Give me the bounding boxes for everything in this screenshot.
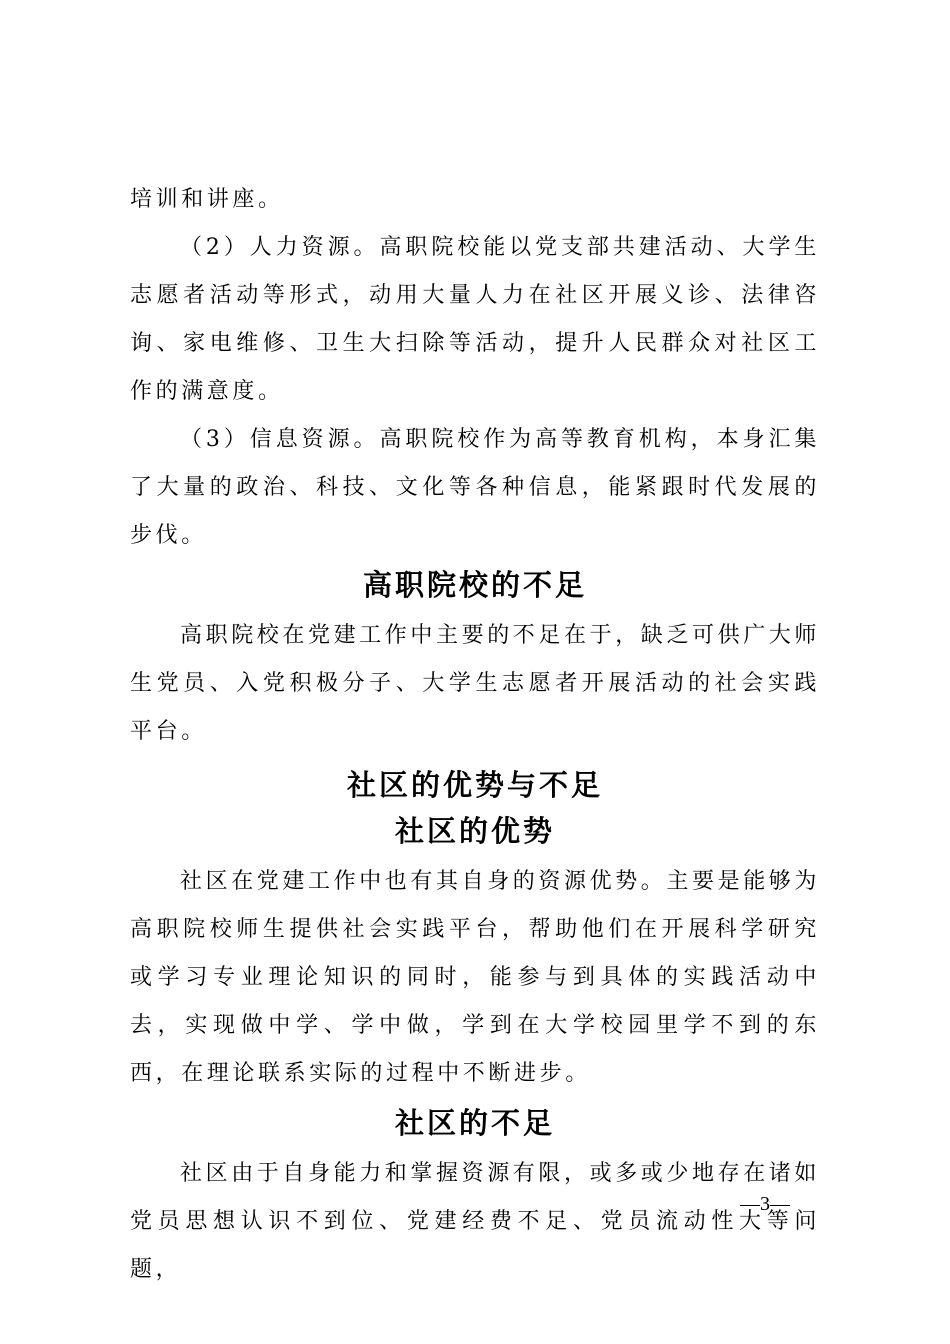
heading-college-shortcomings: 高职院校的不足 xyxy=(362,568,587,602)
page-body xyxy=(130,176,820,1294)
paragraph-training-lectures: 培训和讲座。 xyxy=(130,187,284,212)
heading-community-shortcomings: 社区的不足 xyxy=(394,1106,555,1140)
heading-community-advantages: 社区的优势 xyxy=(394,814,555,848)
paragraph-human-resources: （2）人力资源。高职院校能以党支部共建活动、大学生志愿者活动等形式，动用大量人力在社区开展义诊、法律咨询、家电维修、卫生大扫除等活动，提升人民群众对社区工作的满意度。 xyxy=(130,235,820,404)
paragraph-college-shortcomings: 高职院校在党建工作中主要的不足在于，缺乏可供广大师生党员、入党积极分子、大学生志愿者开展活动的社会实践平台。 xyxy=(130,623,821,744)
page-number: —3— xyxy=(740,1193,790,1215)
paragraph-community-advantages: 社区在党建工作中也有其自身的资源优势。主要是能够为高职院校师生提供社会实践平台，帮助他们在开展科学研究或学习专业理论知识的同时，能参与到具体的实践活动中去，实现做中学、学中做，学到在大学校园里学不到的东西，在理论联系实际的过程中不断进步。 xyxy=(130,869,821,1086)
paragraph-information-resources: （3）信息资源。高职院校作为高等教育机构，本身汇集了大量的政治、科技、文化等各种信息，能紧跟时代发展的步伐。 xyxy=(130,427,820,548)
heading-community-pros-cons: 社区的优势与不足 xyxy=(346,768,603,802)
paragraph-community-shortcomings: 社区由于自身能力和掌握资源有限，或多或少地存在诸如党员思想认识不到位、党建经费不足、党员流动性大等问题， xyxy=(130,1161,821,1282)
